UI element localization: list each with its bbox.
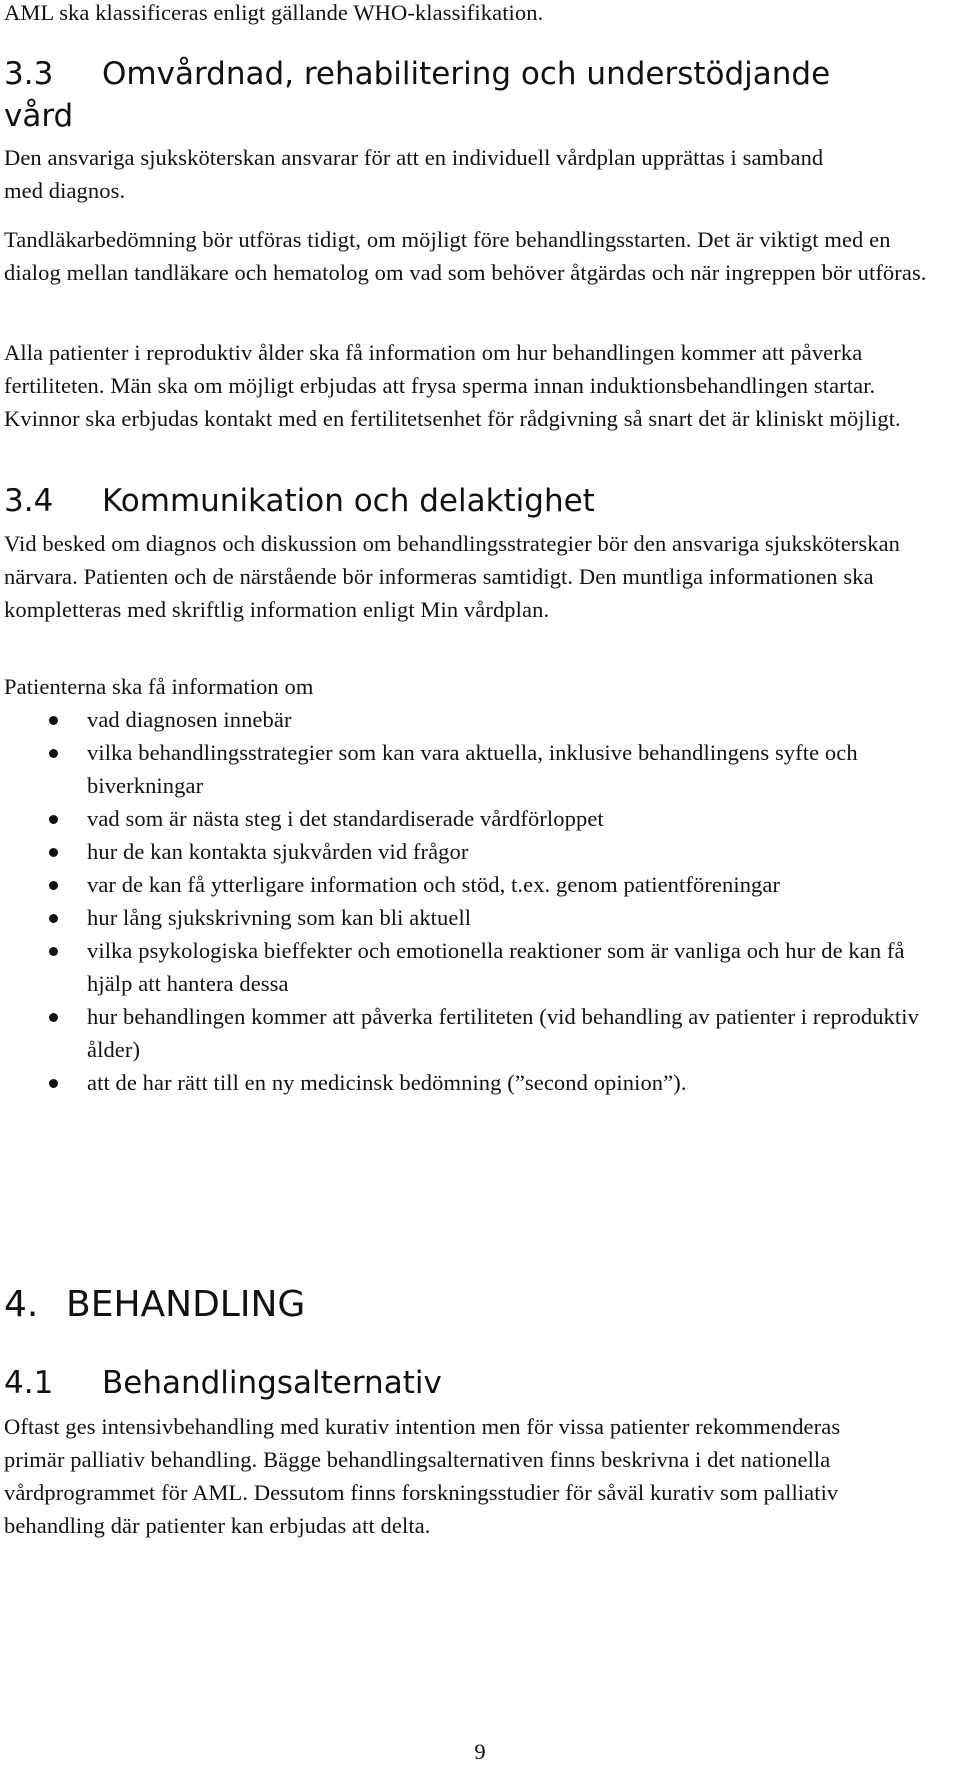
section-3-4-title: Kommunikation och delaktighet: [102, 483, 595, 519]
section-4-number: 4.: [4, 1284, 39, 1325]
bullet-icon: [49, 848, 58, 857]
bullet-icon: [49, 1079, 58, 1088]
bullet-icon: [49, 716, 58, 725]
list-item-text: hur behandlingen kommer att påverka fertiliteten (vid behandling av patienter i reproduktiv ålder): [87, 1004, 919, 1062]
list-item-text: vad diagnosen innebär: [87, 707, 292, 732]
list-item: [4, 934, 954, 1000]
section-4-heading: [4, 1283, 954, 1327]
list-item: [4, 736, 954, 802]
section-4-1-number: 4.1: [4, 1365, 54, 1401]
list-item: [4, 1000, 954, 1066]
section-3-3-title-line1: Omvårdnad, rehabilitering och understödjande: [102, 56, 831, 92]
list-item-text: vilka psykologiska bieffekter och emotionella reaktioner som är vanliga och hur de kan få hjälp att hantera dessa: [87, 938, 905, 996]
list-intro: Patienterna ska få information om: [4, 674, 314, 699]
section-4-title: BEHANDLING: [66, 1284, 306, 1325]
list-item: [4, 1066, 954, 1099]
intro-paragraph: AML ska klassificeras enligt gällande WHO-klassifikation.: [4, 0, 544, 25]
bullet-icon: [49, 914, 58, 923]
list-item: [4, 802, 954, 835]
list-item: [4, 703, 954, 736]
section-3-4-number: 3.4: [4, 483, 54, 519]
list-item-text: var de kan få ytterligare information och stöd, t.ex. genom patientföreningar: [87, 872, 781, 897]
list-item-text: vilka behandlingsstrategier som kan vara aktuella, inklusive behandlingens syfte och biverkningar: [87, 740, 858, 798]
section-3-3-paragraph-1: Den ansvariga sjuksköterskan ansvarar för att en individuell vårdplan upprättas i samband med diagnos.: [4, 145, 824, 203]
page-number: 9: [474, 1739, 486, 1764]
section-3-3-heading: [4, 53, 954, 137]
list-item-text: hur lång sjukskrivning som kan bli aktuell: [87, 905, 472, 930]
section-4-1-paragraph-1: Oftast ges intensivbehandling med kurativ intention men för vissa patienter rekommenderas primär palliativ behandling. Bägge behandlingsalternativen finns beskrivna i det nationella vårdprogrammet för AML. Dessutom finns forskningsstudier för såväl kurativ som palliativ behandling där patienter kan erbjudas att delta.: [4, 1414, 841, 1538]
section-3-4-paragraph-1: Vid besked om diagnos och diskussion om behandlingsstrategier bör den ansvariga sjuksköterskan närvara. Patienten och de närstående bör informeras samtidigt. Den muntliga informationen ska kompletteras med skriftlig information enligt Min vårdplan.: [4, 531, 901, 622]
bullet-icon: [49, 1013, 58, 1022]
bullet-icon: [49, 749, 58, 758]
section-3-3-paragraph-2: Tandläkarbedömning bör utföras tidigt, om möjligt före behandlingsstarten. Det är viktigt med en dialog mellan tandläkare och hematolog om vad som behöver åtgärdas och när ingreppen bör utföras.: [4, 227, 927, 285]
section-4-1-heading: [4, 1362, 954, 1404]
information-list: [4, 703, 954, 1099]
list-item: [4, 868, 954, 901]
list-item-text: att de har rätt till en ny medicinsk bedömning (”second opinion”).: [87, 1070, 687, 1095]
bullet-icon: [49, 815, 58, 824]
section-4-1-title: Behandlingsalternativ: [102, 1365, 442, 1401]
list-item-text: hur de kan kontakta sjukvården vid frågor: [87, 839, 469, 864]
section-3-3-number: 3.3: [4, 56, 54, 92]
section-3-3-title-line2: vård: [4, 98, 74, 134]
bullet-icon: [49, 947, 58, 956]
list-item-text: vad som är nästa steg i det standardiserade vårdförloppet: [87, 806, 604, 831]
section-3-4-heading: [4, 480, 954, 522]
list-item: [4, 901, 954, 934]
list-item: [4, 835, 954, 868]
bullet-icon: [49, 881, 58, 890]
section-3-3-paragraph-3: Alla patienter i reproduktiv ålder ska få information om hur behandlingen kommer att påverka fertiliteten. Män ska om möjligt erbjudas att frysa sperma innan induktionsbehandlingen startar. Kvinnor ska erbjudas kontakt med en fertilitetsenhet för rådgivning så snart det är kliniskt möjligt.: [4, 340, 901, 431]
